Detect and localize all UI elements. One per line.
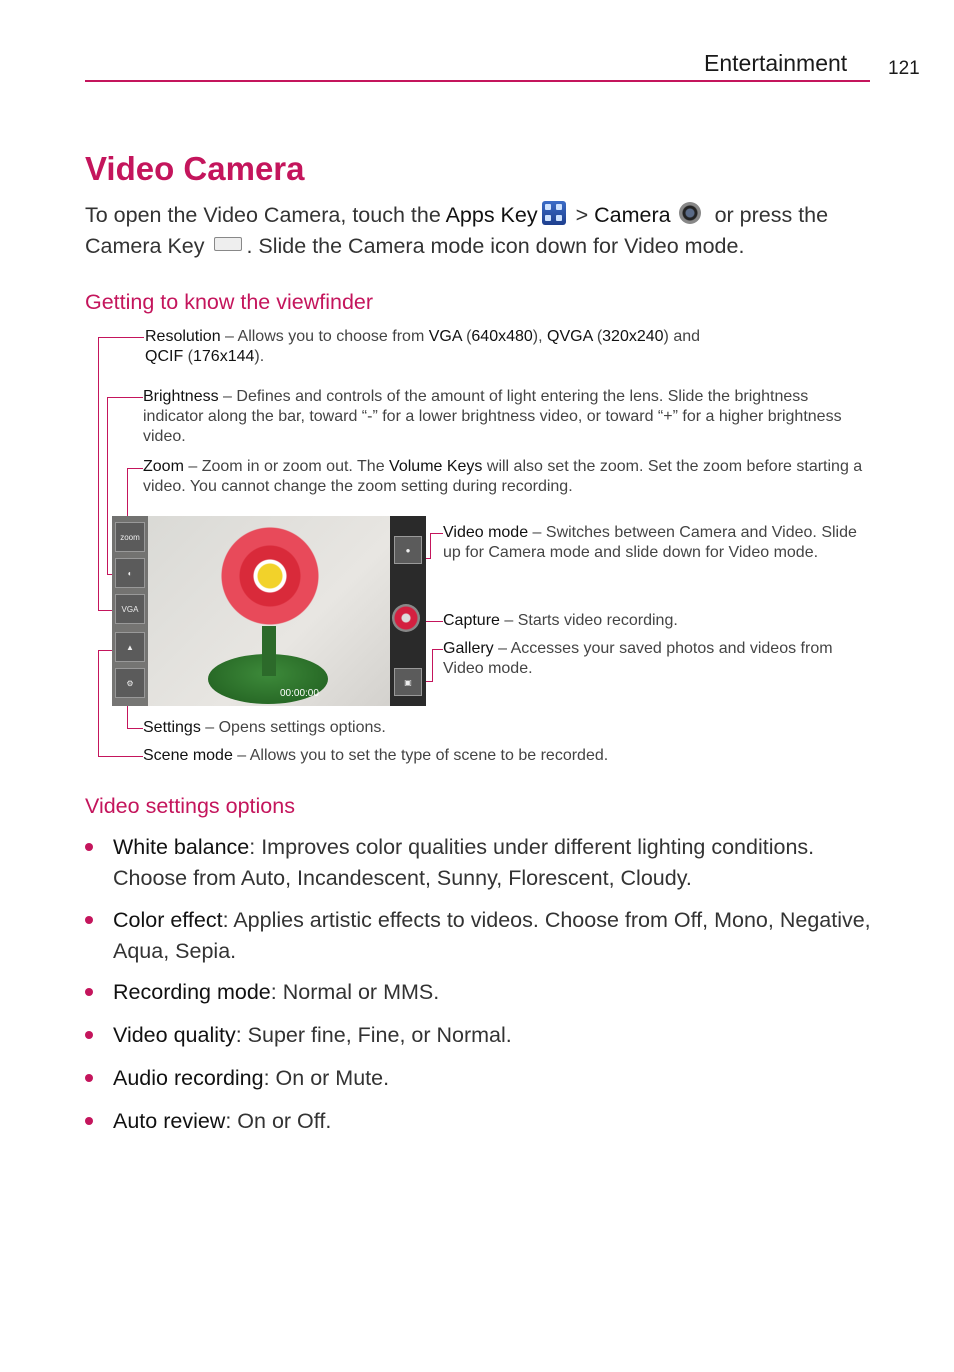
bullet-dot bbox=[85, 1117, 93, 1125]
video-settings-heading: Video settings options bbox=[85, 794, 295, 818]
recording-timer: 00:00:00 bbox=[280, 688, 319, 699]
callout-line bbox=[98, 650, 112, 651]
viewfinder-heading: Getting to know the viewfinder bbox=[85, 290, 374, 314]
gallery-label: Gallery bbox=[443, 640, 494, 657]
video-mode-switch[interactable]: ● bbox=[394, 536, 422, 564]
callout-line bbox=[426, 621, 443, 622]
callout-line bbox=[127, 468, 143, 469]
callout-line bbox=[107, 397, 108, 575]
brightness-label: Brightness bbox=[143, 388, 219, 405]
video-mode-label: Video mode bbox=[443, 524, 529, 541]
callout-line bbox=[430, 533, 431, 559]
brightness-button[interactable]: ◐ bbox=[115, 558, 145, 588]
scene-mode-label: Scene mode bbox=[143, 747, 233, 764]
flower-figure-stem bbox=[262, 626, 276, 676]
callout-line bbox=[107, 397, 143, 398]
page-number: 121 bbox=[888, 58, 920, 79]
zoom-annotation: Zoom – Zoom in or zoom out. The Volume Keys will also set the zoom. Set the zoom before starting a video. You cannot change the zoom setting during recording. bbox=[143, 458, 863, 495]
camera-app-icon bbox=[679, 202, 701, 224]
video-mode-annotation: Video mode – Switches between Camera and Video. Slide up for Camera mode and slide down for Video mode. bbox=[443, 524, 857, 561]
header-rule bbox=[85, 80, 870, 82]
capture-label: Capture bbox=[443, 612, 500, 629]
scene-mode-annotation: Scene mode – Allows you to set the type of scene to be recorded. bbox=[143, 747, 609, 764]
callout-line bbox=[98, 337, 99, 611]
resolution-annotation: Resolution – Allows you to choose from VGA (640x480), QVGA (320x240) and QCIF (176x144). bbox=[145, 328, 701, 365]
settings-label: Settings bbox=[143, 719, 201, 736]
section-header: Entertainment bbox=[704, 50, 848, 76]
page-title: Video Camera bbox=[85, 150, 305, 187]
callout-line bbox=[127, 728, 143, 729]
viewfinder-screenshot bbox=[112, 516, 426, 706]
gallery-button[interactable]: ▣ bbox=[394, 668, 422, 696]
intro-text-3: . Slide the Camera mode icon down for Video mode. bbox=[246, 234, 745, 258]
scene-mode-button[interactable]: ▲ bbox=[115, 632, 145, 662]
resolution-button[interactable]: VGA bbox=[115, 594, 145, 624]
intro-text-1: To open the Video Camera, touch the bbox=[85, 203, 446, 227]
capture-annotation: Capture – Starts video recording. bbox=[443, 612, 678, 629]
bullet-dot bbox=[85, 988, 93, 996]
capture-button[interactable] bbox=[392, 604, 420, 632]
callout-line bbox=[432, 649, 433, 682]
gallery-annotation: Gallery – Accesses your saved photos and videos from Video mode. bbox=[443, 640, 833, 677]
callout-line bbox=[432, 649, 443, 650]
callout-line bbox=[430, 533, 443, 534]
resolution-label: Resolution bbox=[145, 328, 221, 345]
intro-paragraph bbox=[85, 200, 875, 262]
callout-line bbox=[98, 610, 112, 611]
bullet-dot bbox=[85, 916, 93, 924]
callout-line bbox=[98, 337, 144, 338]
bullet-dot bbox=[85, 843, 93, 851]
callout-line bbox=[98, 756, 143, 757]
flower-figure bbox=[220, 526, 320, 626]
intro-gt: > bbox=[569, 203, 595, 227]
camera-key-icon bbox=[214, 237, 242, 251]
apps-key-label: Apps Key bbox=[445, 203, 538, 227]
settings-annotation: Settings – Opens settings options. bbox=[143, 719, 386, 736]
callout-line bbox=[98, 650, 99, 756]
brightness-annotation: Brightness – Defines and controls of the amount of light entering the lens. Slide the brightness indicator along the bar, toward “-” for a lower brightness video, or toward “+” for a higher brightness video. bbox=[143, 388, 842, 445]
bullet-dot bbox=[85, 1074, 93, 1082]
camera-label: Camera bbox=[594, 203, 671, 227]
settings-button[interactable]: ⚙ bbox=[115, 668, 145, 698]
zoom-label: Zoom bbox=[143, 458, 184, 475]
apps-key-icon bbox=[542, 201, 566, 225]
zoom-button[interactable]: zoom bbox=[115, 522, 145, 552]
intro-text-2: or press the Camera Key bbox=[85, 203, 829, 258]
bullet-dot bbox=[85, 1031, 93, 1039]
